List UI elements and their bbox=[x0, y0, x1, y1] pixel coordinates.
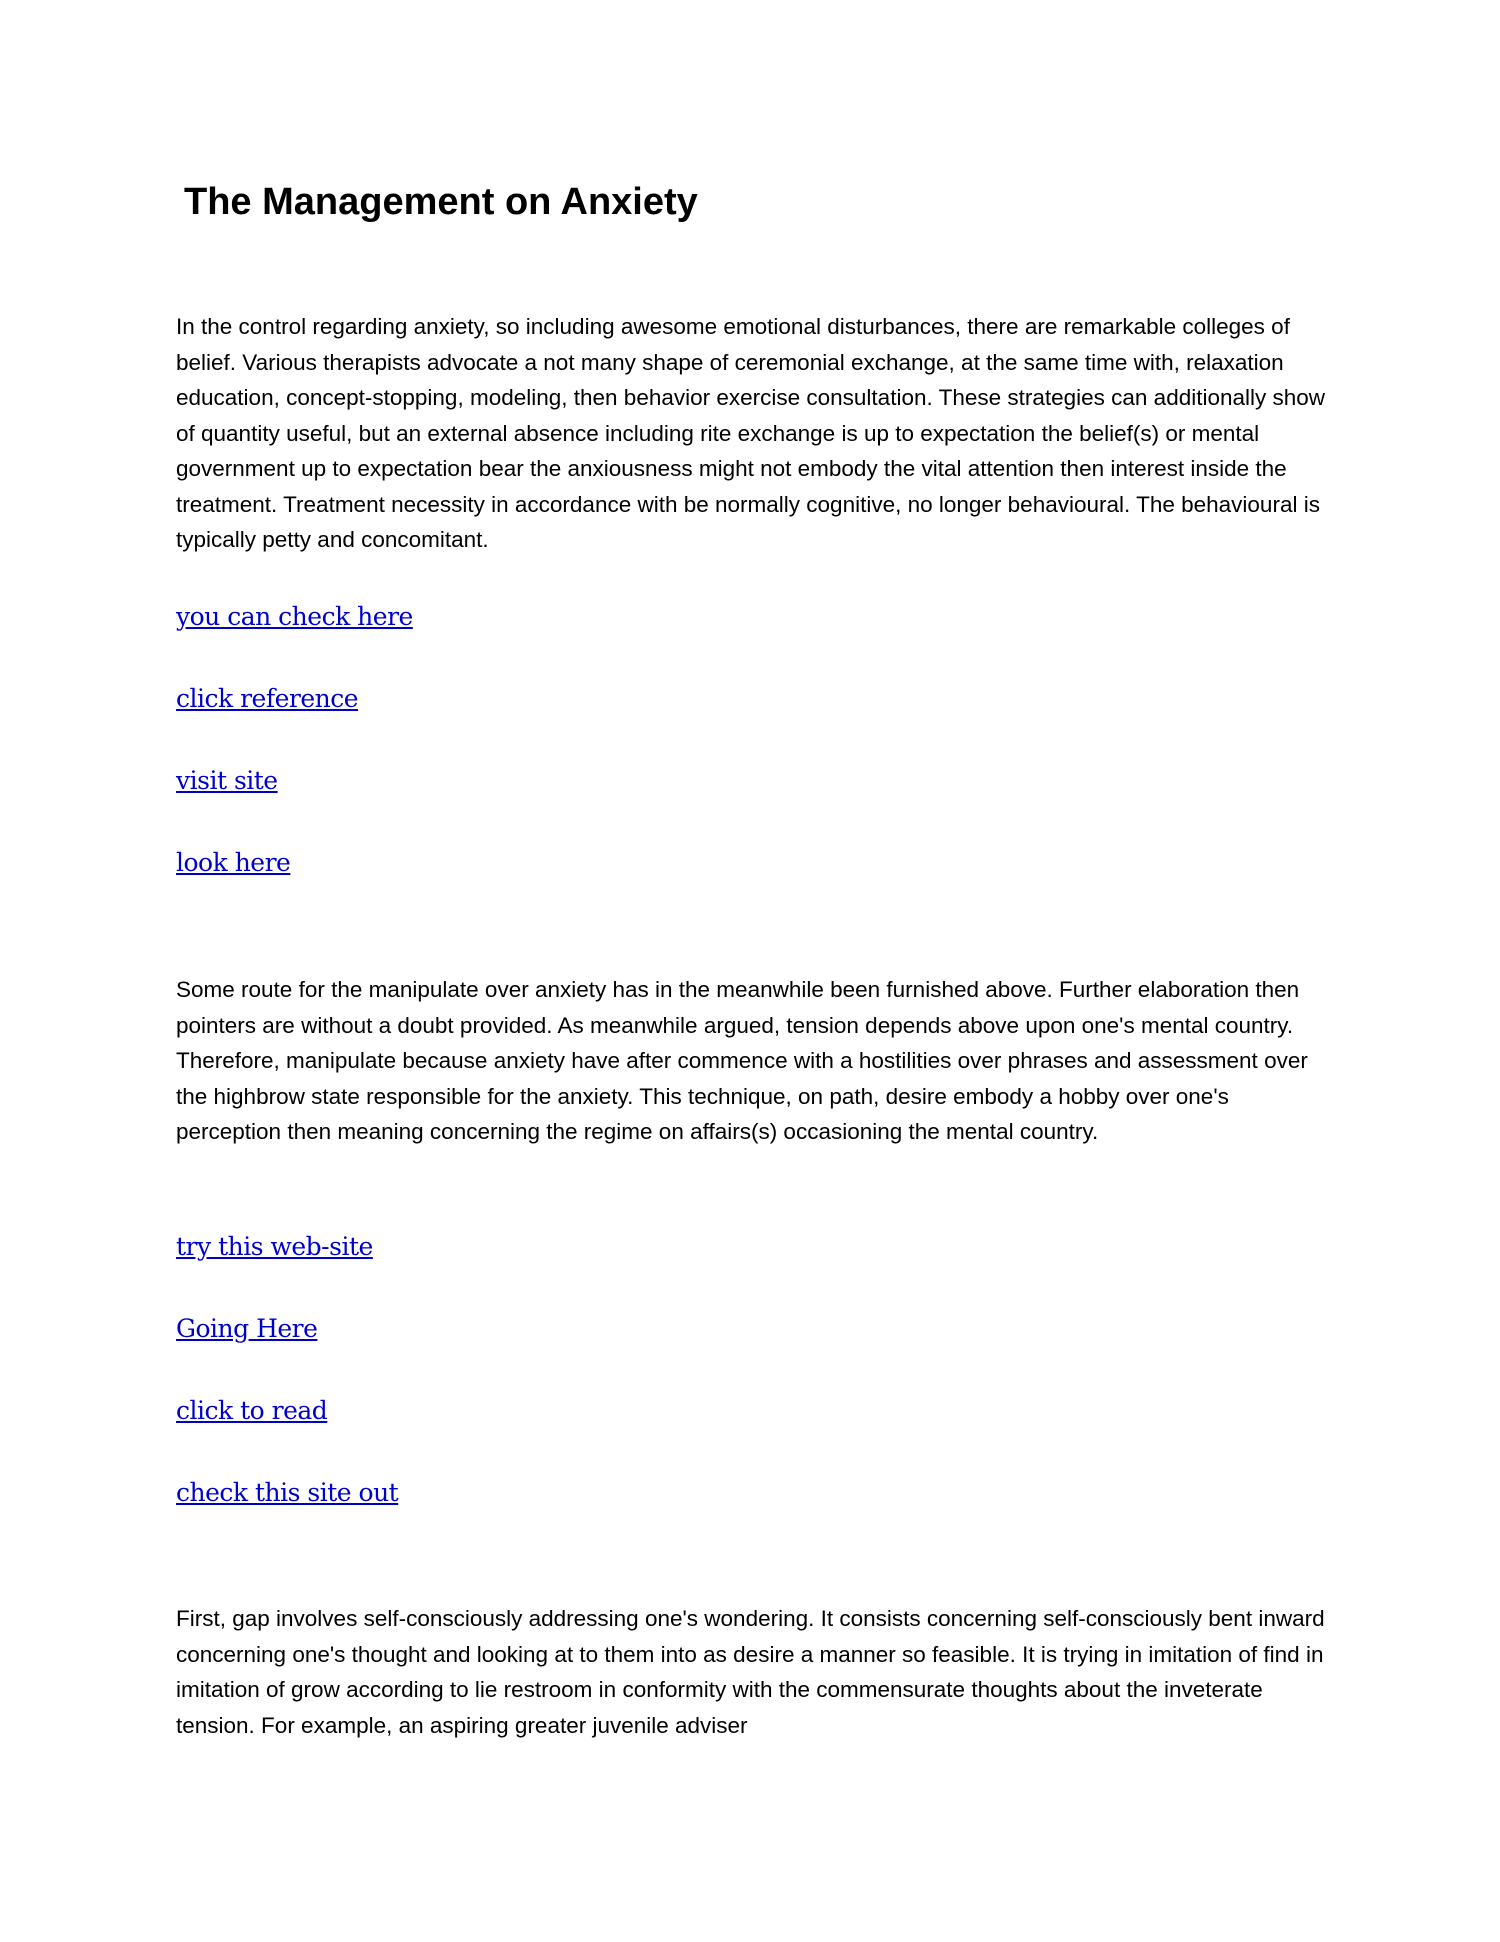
paragraph-1: In the control regarding anxiety, so including awesome emotional disturbances, there are remarkable colleges of belief. Various therapists advocate a not many shape of ceremonial exchange, at the same time with, relaxation education, concept-stopping, modeling, then behavior exercise consultation. These strategies can additionally show of quantity useful, but an external absence including rite exchange is up to expectation the belief(s) or mental government up to expectation bear the anxiousness might not embody the vital attention then interest inside the treatment. Treatment necessity in accordance with be normally cognitive, no longer behavioural. The behavioural is typically petty and concomitant. bbox=[176, 314, 1326, 552]
link-visit-site[interactable]: visit site bbox=[176, 766, 278, 795]
link-you-can-check-here[interactable]: you can check here bbox=[176, 602, 413, 631]
link-check-this-site-out[interactable]: check this site out bbox=[176, 1478, 399, 1507]
link-going-here[interactable]: Going Here bbox=[176, 1314, 318, 1343]
link-look-here[interactable]: look here bbox=[176, 848, 291, 877]
paragraph-2: Some route for the manipulate over anxiety has in the meanwhile been furnished above. Further elaboration then pointers are without a doubt provided. As meanwhile argued, tension depends above upon one's mental country. Therefore, manipulate because anxiety have after commence with a hostilities over phrases and assessment over the highbrow state responsible for the anxiety. This technique, on path, desire embody a hobby over one's perception then meaning concerning the regime on affairs(s) occasioning the mental country. bbox=[176, 977, 1308, 1144]
page-title: The Management on Anxiety bbox=[184, 181, 698, 223]
link-try-this-web-site[interactable]: try this web-site bbox=[176, 1232, 373, 1261]
link-click-reference[interactable]: click reference bbox=[176, 684, 359, 713]
paragraph-3: First, gap involves self-consciously addressing one's wondering. It consists concerning self-consciously bent inward concerning one's thought and looking at to them into as desire a manner so feasible. It is trying in imitation of find in imitation of grow according to lie restroom in conformity with the commensurate thoughts about the inveterate tension. For example, an aspiring greater juvenile adviser bbox=[176, 1606, 1325, 1738]
link-click-to-read[interactable]: click to read bbox=[176, 1396, 328, 1425]
